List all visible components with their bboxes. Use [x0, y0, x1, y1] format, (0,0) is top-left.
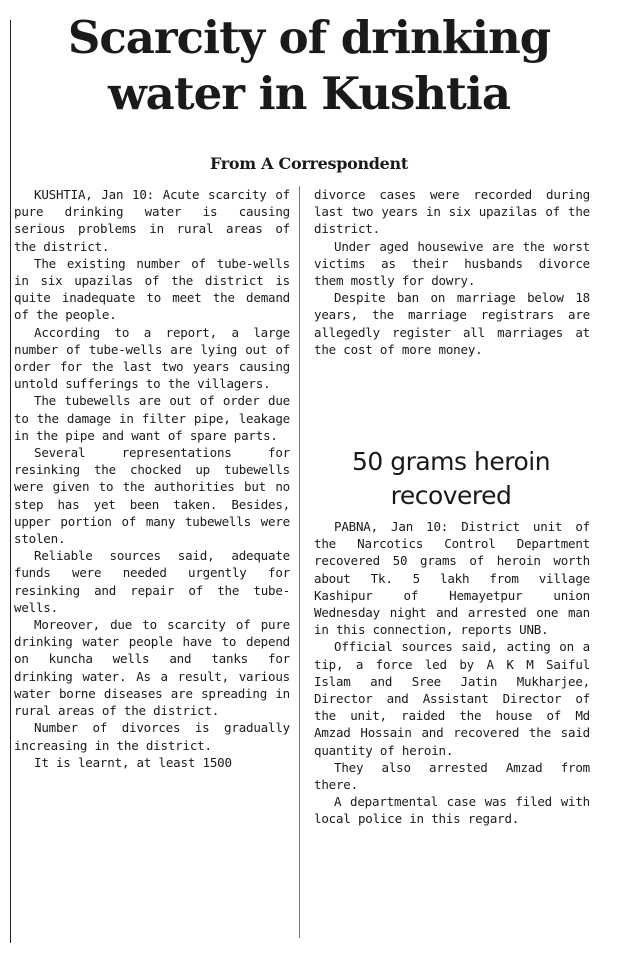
paragraph-continued: divorce cases were recorded during last two years in six upazilas of the district.: [314, 187, 590, 237]
paragraph: The existing number of tube-wells in six upazilas of the district is quite inadequate to meet the demand of the people.: [14, 255, 290, 323]
paragraph: PABNA, Jan 10: District unit of the Narcotics Control Department recovered 50 grams of heroin worth about Tk. 5 lakh from village Kashipur of Hemayetpur union Wednesday night and arrested one man in this connection, reports UNB.: [314, 519, 590, 638]
paragraph: It is learnt, at least 1500: [34, 754, 232, 770]
paragraph: They also arrested Amzad from there.: [314, 759, 590, 793]
paragraph: Under aged housewive are the worst victims as their husbands divorce them mostly for dowry.: [314, 238, 590, 289]
left-border-rule: [10, 20, 11, 943]
paragraph: KUSHTIA, Jan 10: Acute scarcity of pure drinking water is causing serious problems in rural areas of the district.: [14, 187, 290, 254]
paragraph: Number of divorces is gradually increasing in the district.: [14, 720, 290, 753]
main-headline: Scarcity of drinking water in Kushtia: [67, 11, 551, 120]
byline: From A Correspondent: [209, 154, 408, 173]
main-story-column-1: [14, 186, 290, 771]
paragraph: Moreover, due to scarcity of pure drinking water people have to depend on kuncha wells and tanks for drinking water. As a result, various water borne diseases are spreading in rural areas of the district.: [14, 617, 290, 719]
main-story-column-2: [314, 186, 590, 358]
paragraph: Official sources said, acting on a tip, a force led by A K M Saiful Islam and Sree Jatin Mukharjee, Director and Assistant Director of the unit, raided the house of Md Amzad Hossain and recovered the said quantity of heroin.: [314, 639, 590, 758]
paragraph: The tubewells are out of order due to the damage in filter pipe, leakage in the pipe and want of spare parts.: [14, 393, 290, 443]
paragraph: Several representations for resinking the chocked up tubewells were given to the authorities but no step has yet been taken. Besides, upper portion of many tubewells were stolen.: [14, 445, 290, 547]
second-story-body: [314, 518, 590, 828]
paragraph: Reliable sources said, adequate funds were needed urgently for resinking and repair of the tube-wells.: [14, 548, 290, 615]
paragraph: According to a report, a large number of tube-wells are lying out of order for the last two years causing untold sufferings to the villagers.: [14, 324, 290, 392]
column-divider: [299, 186, 300, 938]
paragraph: A departmental case was filed with local police in this regard.: [314, 794, 590, 827]
second-story-headline: 50 grams heroin recovered: [351, 447, 551, 510]
paragraph: Despite ban on marriage below 18 years, the marriage registrars are allegedly register all marriages at the cost of more money.: [314, 290, 590, 357]
